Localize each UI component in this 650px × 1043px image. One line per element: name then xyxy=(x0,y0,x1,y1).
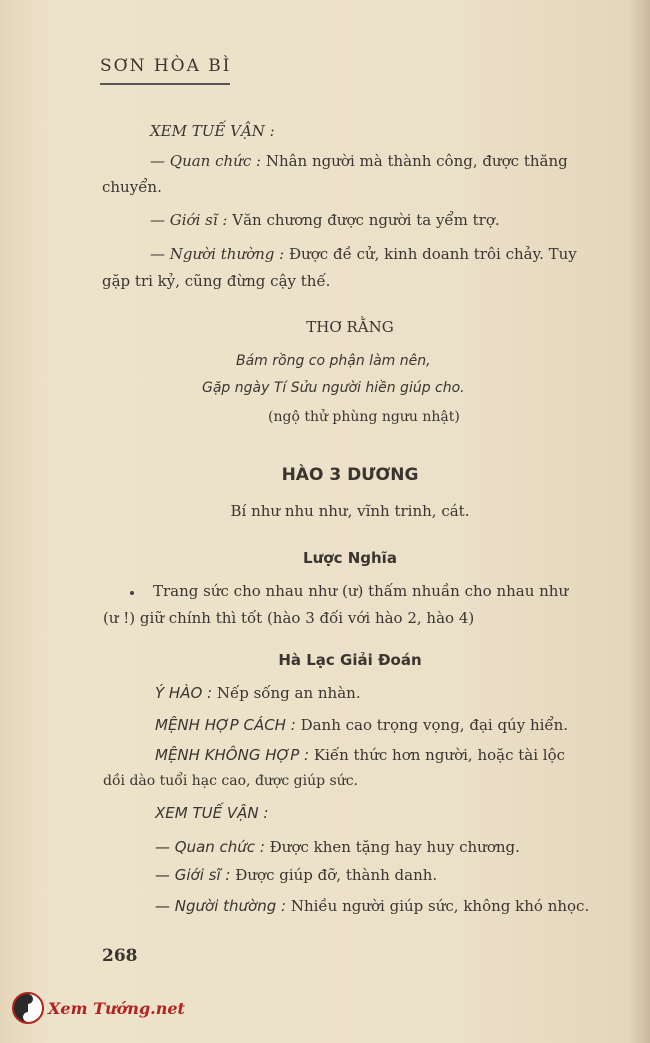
hao-3-heading: HÀO 3 DƯƠNG xyxy=(281,465,419,485)
gioi-si-line-1 xyxy=(150,211,500,229)
luoc-nghia-line-1: Trang sức cho nhau như (ư) thấm nhuần cho nhau như xyxy=(153,582,569,600)
quan-chuc-line-2 xyxy=(155,838,520,856)
nguoi-thuong-text-2: Nhiều người giúp sức, không khó nhọc. xyxy=(290,897,590,915)
y-hao-line xyxy=(155,684,361,702)
gioi-si-line-2 xyxy=(155,866,437,884)
menh-hop-label: MỆNH HỢP CÁCH : xyxy=(155,716,296,734)
quan-chuc-cont: chuyển. xyxy=(102,178,162,196)
page-number: 268 xyxy=(102,946,138,966)
running-header: SƠN HÒA BÌ xyxy=(100,56,232,76)
luoc-nghia-heading: Lược Nghĩa xyxy=(303,549,397,567)
nguoi-thuong-label: — Người thường : xyxy=(150,245,285,263)
watermark-logo[interactable] xyxy=(12,992,185,1024)
page-edge-shadow xyxy=(628,0,650,1043)
watermark-text: Xem Tướng.net xyxy=(48,998,185,1018)
nguoi-thuong-cont: gặp tri kỷ, cũng đừng cậy thế. xyxy=(102,272,331,290)
menh-khong-text: Kiến thức hơn người, hoặc tài lộc xyxy=(313,746,566,764)
yin-yang-icon xyxy=(12,992,44,1024)
menh-hop-text: Danh cao trọng vọng, đại qúy hiển. xyxy=(300,716,569,734)
gioi-si-label-2: — Giới sĩ : xyxy=(155,866,231,884)
y-hao-text: Nếp sống an nhàn. xyxy=(216,684,361,702)
gioi-si-label: — Giới sĩ : xyxy=(150,211,228,229)
quan-chuc-text-2: Được khen tặng hay huy chương. xyxy=(269,838,520,856)
poem-line-1: Bám rồng co phận làm nên, xyxy=(236,353,431,369)
menh-hop-line xyxy=(155,716,568,734)
nguoi-thuong-line-2 xyxy=(155,897,589,915)
menh-khong-label: MỆNH KHÔNG HỢP : xyxy=(155,746,310,764)
poem-line-2: Gặp ngày Tí Sửu người hiền giúp cho. xyxy=(202,380,465,396)
xem-tue-van-heading-2: XEM TUẾ VẬN : xyxy=(155,804,269,822)
nguoi-thuong-line-1 xyxy=(150,245,577,263)
y-hao-label: Ý HÀO : xyxy=(155,684,213,702)
quan-chuc-label: — Quan chức : xyxy=(150,152,262,170)
ha-lac-heading: Hà Lạc Giải Đoán xyxy=(278,651,422,669)
tho-rang-heading: THƠ RẰNG xyxy=(306,318,394,336)
header-rule xyxy=(100,83,230,85)
gioi-si-text-2: Được giúp đỡ, thành danh. xyxy=(235,866,438,884)
nguoi-thuong-text: Được đề cử, kinh doanh trôi chảy. Tuy xyxy=(289,245,577,263)
bullet-icon xyxy=(130,591,134,595)
menh-khong-cont: dồi dào tuổi hạc cao, được giúp sức. xyxy=(103,773,359,789)
quan-chuc-line-1 xyxy=(150,152,568,170)
menh-khong-line xyxy=(155,746,565,764)
poem-note: (ngộ thử phùng ngưu nhật) xyxy=(268,409,460,425)
quan-chuc-label-2: — Quan chức : xyxy=(155,838,265,856)
luoc-nghia-line-2: (ư !) giữ chính thì tốt (hào 3 đối với hào 2, hào 4) xyxy=(103,609,475,627)
gioi-si-text: Văn chương được người ta yểm trợ. xyxy=(232,211,500,229)
hao-3-text: Bí như nhu như, vĩnh trinh, cát. xyxy=(230,502,470,520)
quan-chuc-text: Nhân người mà thành công, được thăng xyxy=(265,152,568,170)
xem-tue-van-heading-1: XEM TUẾ VẬN : xyxy=(150,122,275,140)
nguoi-thuong-label-2: — Người thường : xyxy=(155,897,287,915)
